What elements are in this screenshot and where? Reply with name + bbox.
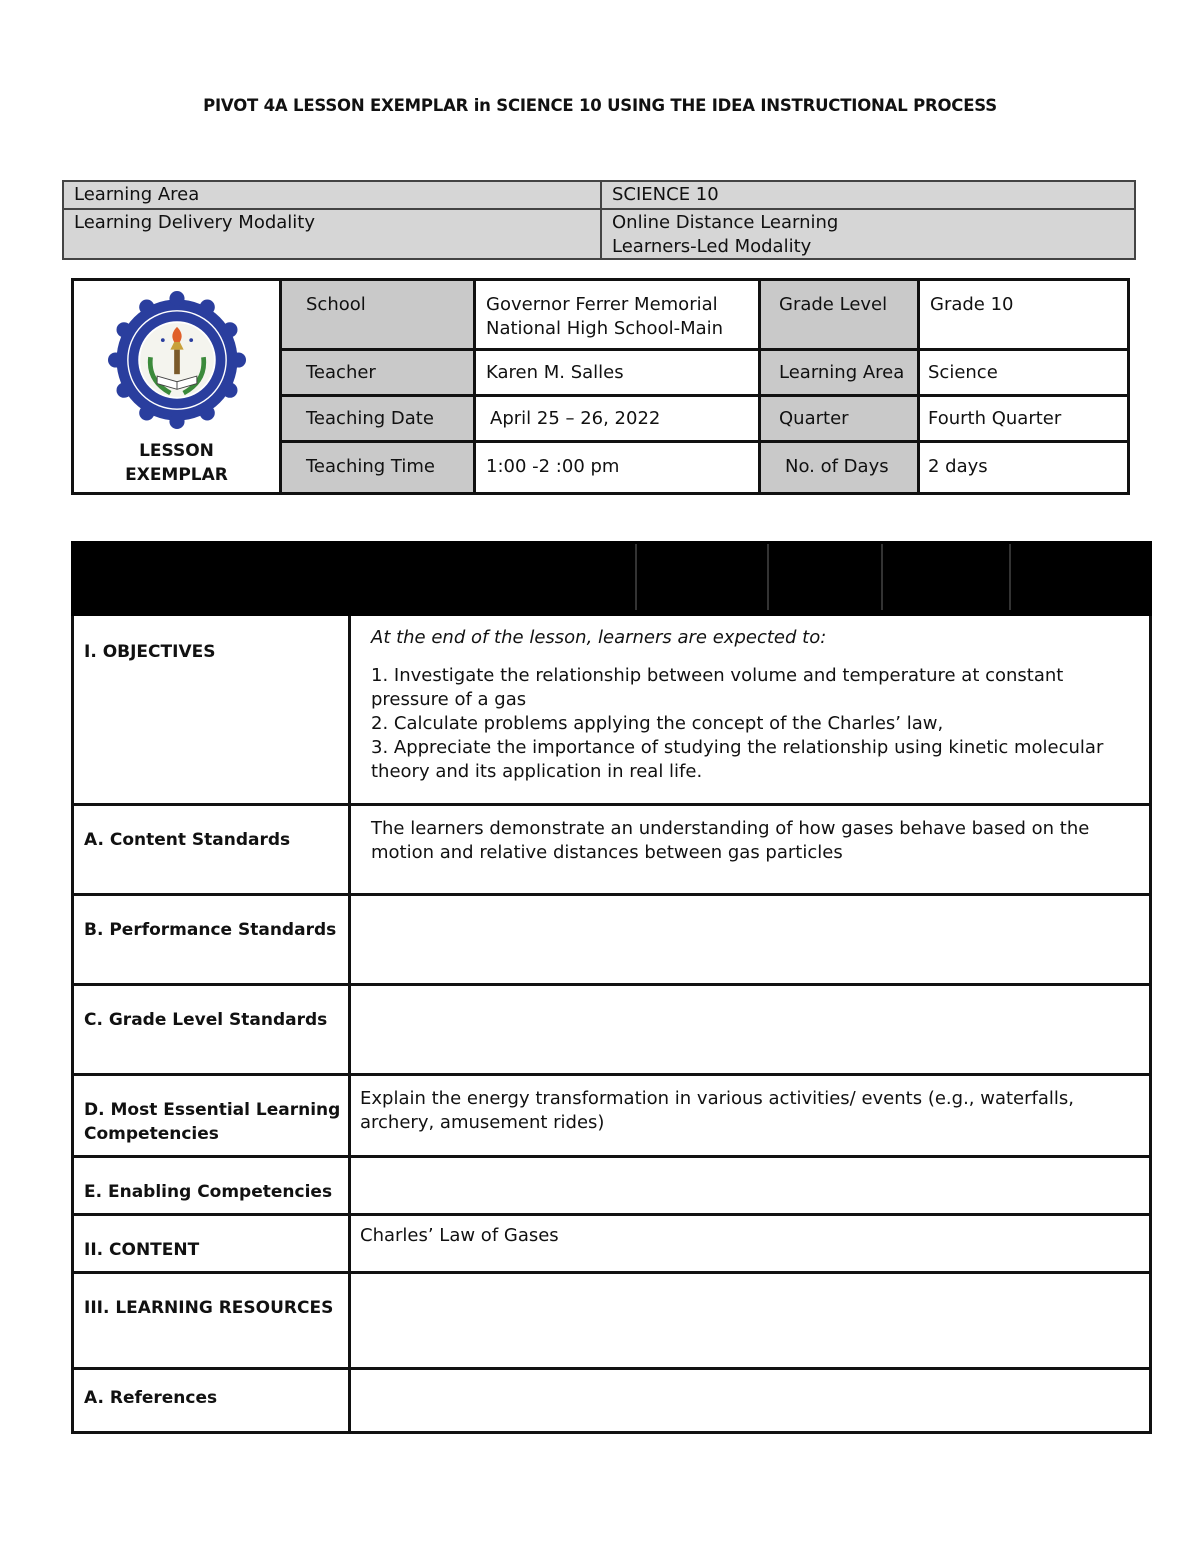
performance-standards-row — [73, 895, 1151, 985]
days-label: No. of Days — [760, 442, 919, 494]
learning-area-value: SCIENCE 10 — [601, 181, 1135, 209]
teaching-time-value: 1:00 -2 :00 pm — [475, 442, 760, 494]
quarter-label: Quarter — [760, 396, 919, 442]
header-info-table — [71, 278, 1130, 495]
teacher-value: Karen M. Salles — [475, 350, 760, 396]
black-subcell — [351, 544, 637, 610]
school-line-1: Governor Ferrer Memorial — [486, 294, 718, 315]
learning-area-label-2: Learning Area — [760, 350, 919, 396]
references-row — [73, 1369, 1151, 1433]
quarter-value: Fourth Quarter — [919, 396, 1129, 442]
days-value: 2 days — [919, 442, 1129, 494]
black-subcell — [883, 544, 1011, 610]
enabling-label: E. Enabling Competencies — [73, 1157, 350, 1215]
black-header-row — [73, 543, 1151, 615]
black-subcell — [637, 544, 769, 610]
learning-area-table — [62, 180, 1136, 260]
grade-level-label: Grade Level — [760, 280, 919, 350]
objective-1: 1. Investigate the relationship between volume and temperature at constant pressure of a gas — [371, 665, 1064, 710]
enabling-row — [73, 1157, 1151, 1215]
learning-area-value-2: Science — [919, 350, 1129, 396]
grade-level-standards-row — [73, 985, 1151, 1075]
teaching-date-value: April 25 – 26, 2022 — [475, 396, 760, 442]
content-standards-label: A. Content Standards — [73, 805, 350, 895]
logo-text-line-2: EXEMPLAR — [125, 465, 228, 485]
learning-area-row — [63, 181, 1135, 209]
references-value — [350, 1369, 1151, 1433]
modality-label: Learning Delivery Modality — [63, 209, 601, 259]
black-header-cell-left — [73, 543, 350, 615]
school-seal-icon — [104, 291, 250, 437]
objectives-value — [350, 615, 1151, 805]
black-subcell — [1011, 544, 1149, 610]
logo-cell — [73, 280, 281, 494]
learning-resources-label: III. LEARNING RESOURCES — [73, 1273, 350, 1369]
learning-resources-value — [350, 1273, 1151, 1369]
teaching-date-label: Teaching Date — [281, 396, 475, 442]
performance-standards-label: B. Performance Standards — [73, 895, 350, 985]
grade-level-standards-value — [350, 985, 1151, 1075]
lesson-plan-table — [71, 541, 1152, 1434]
objectives-label: I. OBJECTIVES — [73, 615, 350, 805]
grade-level-standards-label: C. Grade Level Standards — [73, 985, 350, 1075]
modality-value — [601, 209, 1135, 259]
teacher-label: Teacher — [281, 350, 475, 396]
modality-row — [63, 209, 1135, 259]
objectives-intro: At the end of the lesson, learners are expected to: — [371, 627, 827, 648]
objective-3: 3. Appreciate the importance of studying the relationship using kinetic molecular theory and its application in real life. — [371, 737, 1104, 782]
melc-value: Explain the energy transformation in various activities/ events (e.g., waterfalls, archery, amusement rides) — [350, 1075, 1151, 1157]
modality-line-1: Online Distance Learning — [612, 212, 839, 233]
objectives-row — [73, 615, 1151, 805]
learning-area-label: Learning Area — [63, 181, 601, 209]
school-label: School — [281, 280, 475, 350]
melc-row — [73, 1075, 1151, 1157]
content-standards-row — [73, 805, 1151, 895]
performance-standards-value — [350, 895, 1151, 985]
content-label: II. CONTENT — [73, 1215, 350, 1273]
content-row — [73, 1215, 1151, 1273]
logo-text-line-1: LESSON — [139, 441, 214, 461]
objective-2: 2. Calculate problems applying the concept of the Charles’ law, — [371, 713, 944, 734]
black-subcell — [769, 544, 883, 610]
grade-level-value: Grade 10 — [919, 280, 1129, 350]
content-standards-value: The learners demonstrate an understanding of how gases behave based on the motion and relative distances between gas particles — [350, 805, 1151, 895]
enabling-value — [350, 1157, 1151, 1215]
content-value: Charles’ Law of Gases — [350, 1215, 1151, 1273]
references-label: A. References — [73, 1369, 350, 1433]
teaching-time-label: Teaching Time — [281, 442, 475, 494]
school-value — [475, 280, 760, 350]
learning-resources-row — [73, 1273, 1151, 1369]
black-header-subcells — [351, 544, 1149, 610]
school-line-2: National High School-Main — [486, 318, 724, 339]
document-title: PIVOT 4A LESSON EXEMPLAR in SCIENCE 10 USING THE IDEA INSTRUCTIONAL PROCESS — [203, 96, 997, 115]
modality-line-2: Learners-Led Modality — [612, 236, 812, 257]
black-header-cell-right — [350, 543, 1151, 615]
melc-label: D. Most Essential Learning Competencies — [73, 1075, 350, 1157]
